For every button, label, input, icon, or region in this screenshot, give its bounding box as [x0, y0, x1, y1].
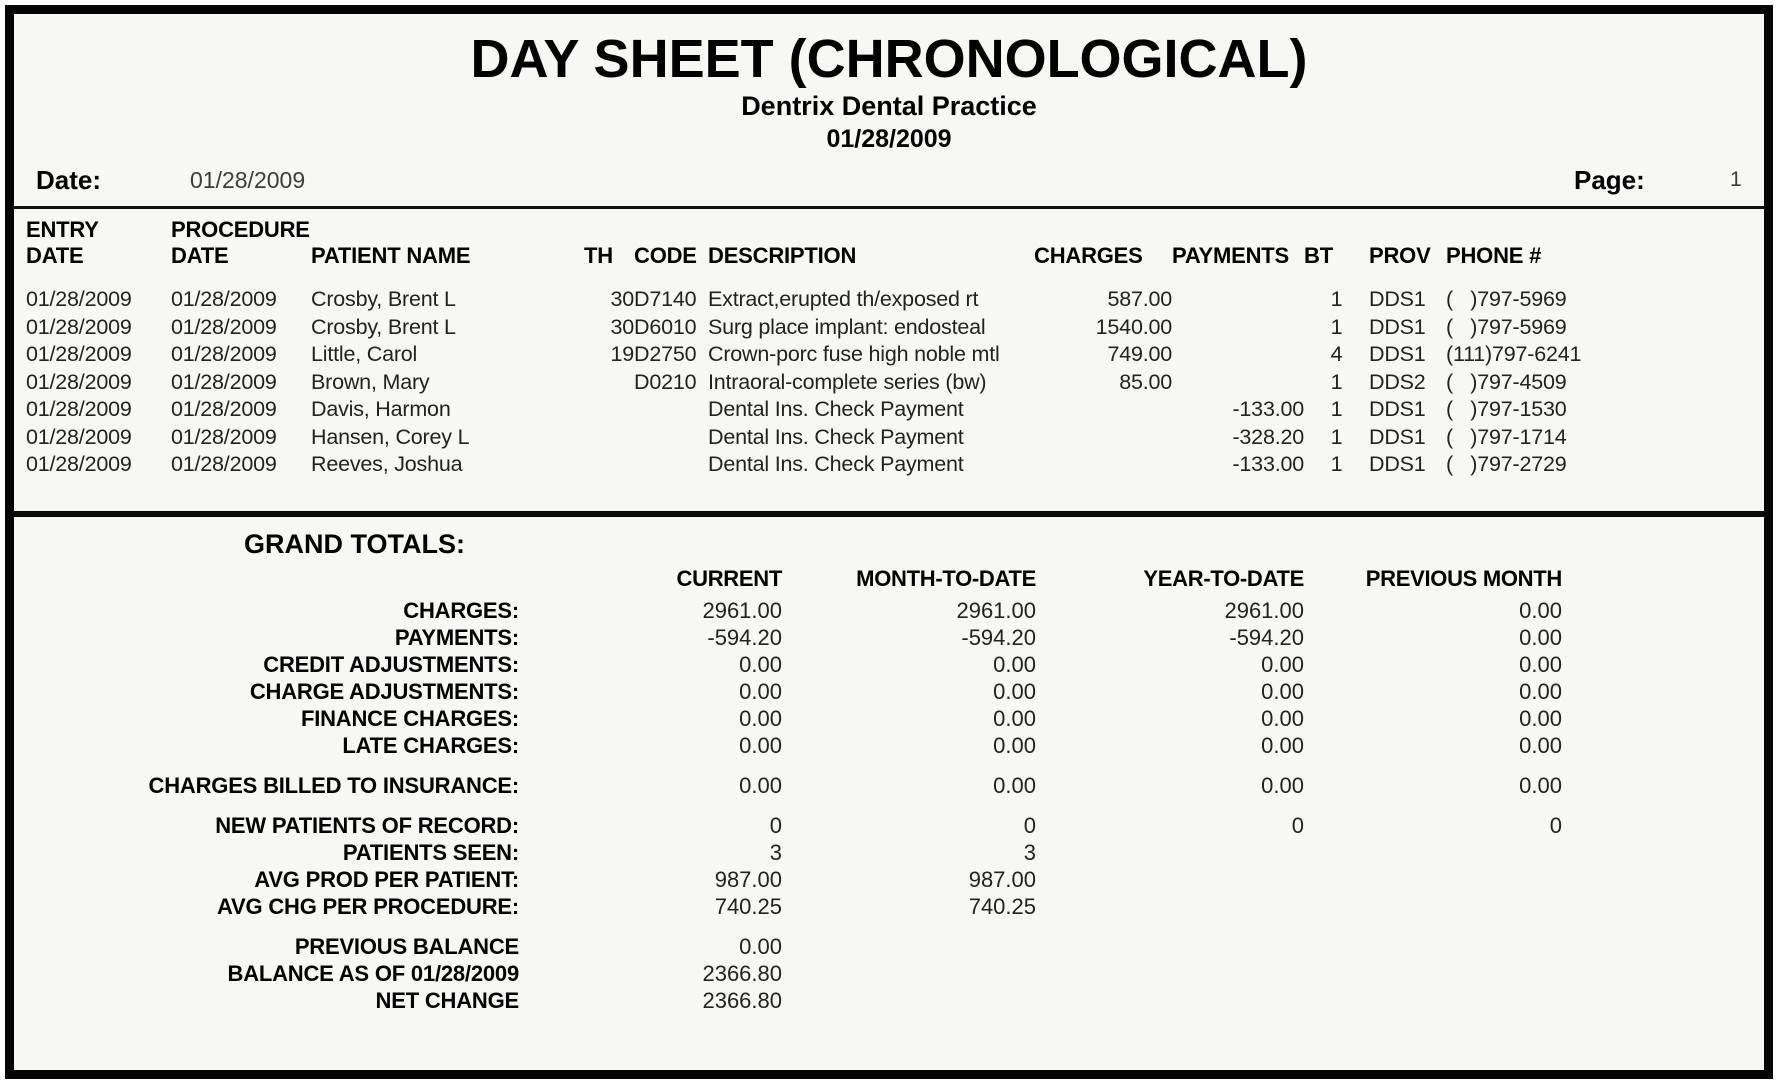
totals-header-spacer — [29, 565, 519, 592]
totals-label: AVG CHG PER PROCEDURE: — [217, 894, 519, 919]
totals-value: 0.00 — [1519, 598, 1562, 623]
column-header-prov: PROV — [1369, 243, 1431, 268]
grand-totals-group — [14, 772, 1764, 799]
totals-value: 3 — [769, 840, 782, 865]
cell-phone: ( )797-5969 — [1446, 287, 1567, 311]
totals-label: CREDIT ADJUSTMENTS: — [263, 652, 519, 677]
column-header-entry-date — [26, 209, 171, 275]
table-row — [26, 450, 1636, 478]
totals-label: PAYMENTS: — [394, 625, 519, 650]
totals-value: 2366.80 — [702, 961, 782, 986]
totals-value — [782, 987, 1036, 1014]
cell-description: Intraoral-complete series (bw) — [708, 369, 987, 394]
column-header-procedure-date — [171, 209, 311, 275]
totals-row — [29, 597, 1562, 624]
grand-totals-group — [14, 597, 1764, 759]
cell-phone: ( )797-2729 — [1446, 452, 1567, 476]
totals-value: -594.20 — [961, 625, 1036, 650]
cell-payments — [1172, 340, 1304, 368]
cell-entry-date: 01/28/2009 — [26, 452, 132, 476]
cell-charges: 1540.00 — [1095, 314, 1172, 339]
cell-bt: 1 — [1330, 397, 1343, 421]
totals-value: 740.25 — [968, 894, 1036, 919]
totals-row — [29, 812, 1562, 839]
totals-value: 0.00 — [993, 773, 1036, 798]
cell-patient-name: Crosby, Brent L — [311, 287, 456, 311]
cell-entry-date: 01/28/2009 — [26, 397, 132, 421]
column-header-description: DESCRIPTION — [708, 243, 857, 268]
totals-value: 0.00 — [1519, 652, 1562, 677]
date-label: Date: — [36, 165, 102, 195]
column-header-patient-name: PATIENT NAME — [311, 243, 471, 268]
cell-charges: 587.00 — [1107, 287, 1172, 311]
totals-value: -594.20 — [1229, 625, 1304, 650]
totals-row — [29, 866, 1562, 893]
totals-value — [1036, 839, 1304, 866]
totals-value: 0.00 — [739, 706, 782, 731]
cell-entry-date: 01/28/2009 — [26, 369, 132, 394]
totals-column-header-previous-month: PREVIOUS MONTH — [1365, 566, 1562, 591]
cell-bt: 1 — [1330, 424, 1343, 449]
cell-charges: 85.00 — [1119, 369, 1172, 394]
totals-value: 0.00 — [1519, 706, 1562, 731]
cell-prov: DDS1 — [1369, 397, 1426, 421]
grand-totals-heading: GRAND TOTALS: — [244, 529, 465, 559]
cell-description: Crown-porc fuse high noble mtl — [708, 342, 1000, 366]
transactions-table — [26, 209, 1636, 477]
cell-patient-name: Reeves, Joshua — [311, 452, 463, 476]
cell-entry-date: 01/28/2009 — [26, 287, 132, 311]
totals-value: 0.00 — [739, 773, 782, 798]
totals-row — [29, 732, 1562, 759]
cell-th: 30 — [610, 314, 634, 339]
totals-value: 0.00 — [1261, 733, 1304, 758]
totals-value — [1304, 960, 1562, 987]
totals-column-header-ytd: YEAR-TO-DATE — [1143, 566, 1304, 591]
cell-description: Dental Ins. Check Payment — [708, 452, 964, 476]
column-header-entry-line2: DATE — [26, 243, 84, 268]
column-header-payments: PAYMENTS — [1172, 243, 1289, 268]
totals-value: 0.00 — [1519, 679, 1562, 704]
cell-charges — [1034, 395, 1172, 423]
cell-code — [634, 450, 708, 478]
cell-procedure-date: 01/28/2009 — [171, 287, 277, 311]
totals-label: NET CHANGE — [375, 988, 519, 1013]
cell-procedure-date: 01/28/2009 — [171, 342, 277, 366]
cell-description: Extract,erupted th/exposed rt — [708, 287, 979, 311]
cell-procedure-date: 01/28/2009 — [171, 424, 277, 449]
cell-procedure-date: 01/28/2009 — [171, 314, 277, 339]
grand-totals-group — [14, 812, 1764, 920]
totals-value: 0 — [1291, 813, 1304, 838]
totals-value — [1304, 987, 1562, 1014]
cell-payments: -133.00 — [1232, 452, 1304, 476]
table-row — [26, 340, 1636, 368]
report-date: 01/28/2009 — [826, 125, 952, 153]
cell-patient-name: Little, Carol — [311, 342, 418, 366]
totals-row — [29, 960, 1562, 987]
totals-row — [29, 651, 1562, 678]
totals-value: 0.00 — [739, 652, 782, 677]
transactions-body — [26, 275, 1636, 477]
totals-value: 0 — [1549, 813, 1562, 838]
totals-label: BALANCE AS OF 01/28/2009 — [227, 961, 519, 986]
table-row — [26, 422, 1636, 450]
totals-column-header-mtd: MONTH-TO-DATE — [856, 566, 1036, 591]
cell-th — [584, 395, 634, 423]
totals-value — [1036, 893, 1304, 920]
date-value: 01/28/2009 — [190, 167, 306, 193]
totals-label: PREVIOUS BALANCE — [294, 934, 519, 959]
cell-th: 19 — [610, 342, 634, 366]
totals-value: 0.00 — [1519, 773, 1562, 798]
totals-value: 0.00 — [739, 679, 782, 704]
totals-value — [1304, 933, 1562, 960]
page-number: 1 — [1730, 168, 1742, 191]
totals-label: AVG PROD PER PATIENT: — [254, 867, 519, 892]
cell-charges — [1034, 422, 1172, 450]
cell-payments — [1172, 312, 1304, 340]
cell-patient-name: Hansen, Corey L — [311, 424, 470, 449]
cell-payments — [1172, 367, 1304, 395]
cell-phone: ( )797-5969 — [1446, 314, 1567, 339]
cell-procedure-date: 01/28/2009 — [171, 397, 277, 421]
cell-phone: ( )797-4509 — [1446, 369, 1567, 394]
totals-value: 987.00 — [968, 867, 1036, 892]
totals-label: PATIENTS SEEN: — [342, 840, 519, 865]
totals-value: 0 — [769, 813, 782, 838]
cell-description: Dental Ins. Check Payment — [708, 397, 964, 421]
totals-value: 0 — [1023, 813, 1036, 838]
totals-value: 0.00 — [1261, 773, 1304, 798]
totals-row — [29, 678, 1562, 705]
cell-charges — [1034, 450, 1172, 478]
totals-value — [1036, 866, 1304, 893]
totals-value — [1036, 987, 1304, 1014]
transactions-header-row — [26, 209, 1636, 275]
cell-payments — [1172, 275, 1304, 312]
column-header-charges: CHARGES — [1034, 243, 1143, 268]
cell-bt: 1 — [1330, 314, 1343, 339]
totals-label: NEW PATIENTS OF RECORD: — [215, 813, 519, 838]
totals-value: 0.00 — [993, 733, 1036, 758]
totals-value: 0.00 — [1261, 679, 1304, 704]
cell-phone: (111)797-6241 — [1446, 342, 1582, 366]
cell-code — [634, 395, 708, 423]
totals-value: 0.00 — [993, 706, 1036, 731]
table-bottom-spacer — [14, 477, 1764, 511]
totals-value — [782, 960, 1036, 987]
table-row — [26, 395, 1636, 423]
cell-th — [584, 450, 634, 478]
totals-value — [1036, 960, 1304, 987]
column-header-bt: BT — [1304, 243, 1333, 268]
totals-row — [29, 987, 1562, 1014]
cell-bt: 1 — [1330, 452, 1343, 476]
date-page-row — [14, 154, 1764, 206]
totals-value: 2366.80 — [702, 988, 782, 1013]
cell-procedure-date: 01/28/2009 — [171, 369, 277, 394]
page-label: Page: — [1574, 165, 1645, 195]
column-header-code: CODE — [634, 243, 697, 268]
totals-value: 0.00 — [739, 733, 782, 758]
grand-totals-rows — [14, 597, 1764, 1014]
page-title: DAY SHEET (CHRONOLOGICAL) — [470, 29, 1308, 89]
totals-value — [1304, 866, 1562, 893]
totals-value: 0.00 — [1519, 733, 1562, 758]
column-header-entry-line1: ENTRY — [26, 217, 99, 242]
totals-value — [1036, 933, 1304, 960]
column-header-procedure-line1: PROCEDURE — [171, 217, 310, 242]
totals-row — [29, 893, 1562, 920]
cell-code: D6010 — [634, 314, 697, 339]
totals-value: 3 — [1023, 840, 1036, 865]
totals-value: 0.00 — [1261, 652, 1304, 677]
cell-description: Dental Ins. Check Payment — [708, 424, 964, 449]
totals-label: CHARGES: — [403, 598, 519, 623]
practice-name: Dentrix Dental Practice — [741, 91, 1037, 121]
cell-code: D0210 — [634, 369, 697, 394]
totals-value: 987.00 — [714, 867, 782, 892]
cell-patient-name: Davis, Harmon — [311, 397, 451, 421]
cell-procedure-date: 01/28/2009 — [171, 452, 277, 476]
cell-prov: DDS1 — [1369, 342, 1426, 366]
cell-prov: DDS1 — [1369, 452, 1426, 476]
cell-code — [634, 422, 708, 450]
grand-totals-group — [14, 933, 1764, 1014]
cell-phone: ( )797-1530 — [1446, 397, 1567, 421]
cell-prov: DDS1 — [1369, 314, 1426, 339]
totals-value: 2961.00 — [1224, 598, 1304, 623]
report-page — [5, 5, 1773, 1079]
totals-row — [29, 772, 1562, 799]
table-row — [26, 275, 1636, 312]
grand-totals-header-row — [29, 565, 1562, 592]
totals-value: -594.20 — [707, 625, 782, 650]
totals-value: 740.25 — [714, 894, 782, 919]
cell-charges: 749.00 — [1107, 342, 1172, 366]
cell-prov: DDS1 — [1369, 424, 1426, 449]
cell-phone: ( )797-1714 — [1446, 424, 1567, 449]
cell-entry-date: 01/28/2009 — [26, 342, 132, 366]
totals-value — [1304, 839, 1562, 866]
totals-value: 0.00 — [739, 934, 782, 959]
cell-entry-date: 01/28/2009 — [26, 314, 132, 339]
column-header-phone: PHONE # — [1446, 243, 1542, 268]
cell-th — [584, 422, 634, 450]
totals-value: 0.00 — [993, 652, 1036, 677]
cell-patient-name: Crosby, Brent L — [311, 314, 456, 339]
totals-value: 2961.00 — [702, 598, 782, 623]
totals-value: 0.00 — [1519, 625, 1562, 650]
column-header-th: TH — [584, 243, 613, 268]
totals-value: 0.00 — [1261, 706, 1304, 731]
cell-patient-name: Brown, Mary — [311, 369, 430, 394]
totals-column-header-current: CURRENT — [676, 566, 782, 591]
totals-row — [29, 624, 1562, 651]
totals-row — [29, 933, 1562, 960]
cell-payments: -328.20 — [1232, 424, 1304, 449]
cell-bt: 1 — [1330, 369, 1343, 394]
cell-th — [584, 367, 634, 395]
totals-row — [29, 839, 1562, 866]
totals-label: LATE CHARGES: — [342, 733, 519, 758]
totals-value: 0.00 — [993, 679, 1036, 704]
cell-code: D2750 — [634, 342, 697, 366]
cell-prov: DDS1 — [1369, 287, 1426, 311]
totals-label: FINANCE CHARGES: — [300, 706, 519, 731]
cell-description: Surg place implant: endosteal — [708, 314, 986, 339]
table-row — [26, 367, 1636, 395]
totals-row — [29, 705, 1562, 732]
grand-totals-section — [14, 517, 1764, 1014]
cell-prov: DDS2 — [1369, 369, 1426, 394]
cell-entry-date: 01/28/2009 — [26, 424, 132, 449]
totals-label: CHARGES BILLED TO INSURANCE: — [148, 773, 519, 798]
cell-bt: 4 — [1330, 342, 1343, 366]
totals-value: 2961.00 — [956, 598, 1036, 623]
cell-bt: 1 — [1330, 287, 1343, 311]
column-header-procedure-line2: DATE — [171, 243, 229, 268]
cell-code: D7140 — [634, 287, 697, 311]
totals-label: CHARGE ADJUSTMENTS: — [249, 679, 519, 704]
totals-value — [1304, 893, 1562, 920]
cell-th: 30 — [610, 287, 634, 311]
totals-value — [782, 933, 1036, 960]
cell-payments: -133.00 — [1232, 397, 1304, 421]
table-row — [26, 312, 1636, 340]
